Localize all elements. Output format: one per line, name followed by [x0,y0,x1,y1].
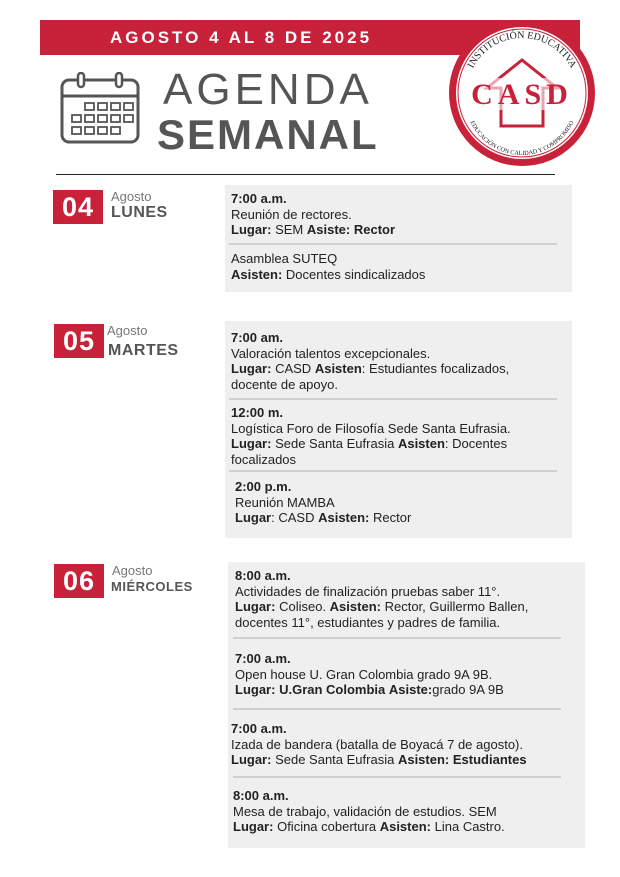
event-separator [233,776,561,778]
day-number-badge: 06 [54,564,104,598]
page-title-line2: SEMANAL [157,111,379,158]
event-item: 8:00 a.m. Mesa de trabajo, validación de estudios. SEM Lugar: Oficina cobertura Asisten: Lina Castro. [233,788,505,834]
event-item: Asamblea SUTEQ Asisten: Docentes sindicalizados [231,251,426,282]
event-separator [229,470,557,472]
calendar-icon [60,72,140,144]
casd-logo [447,18,597,168]
day-name: LUNES [111,204,168,221]
event-separator [233,637,561,639]
day-month: Agosto [111,189,152,204]
svg-text:EDUCACIÓN CON CALIDAD Y COMPRO: EDUCACIÓN CON CALIDAD Y COMPROMISO [468,119,576,158]
event-item: 7:00 am. Valoración talentos excepcionales. Lugar: CASD Asisten: Estudiantes focalizados, docente de apoyo. [231,330,510,392]
event-separator [229,243,557,245]
event-item: 2:00 p.m. Reunión MAMBA Lugar: CASD Asisten: Rector [235,479,412,525]
day-number-badge: 04 [53,190,103,224]
event-item: 7:00 a.m. Open house U. Gran Colombia grado 9A 9B. Lugar: U.Gran Colombia Asiste:grado 9A 9B [235,651,504,697]
event-item: 8:00 a.m. Actividades de finalización pruebas saber 11°. Lugar: Coliseo. Asisten: Rector, Guillermo Ballen, docentes 11°, estudiantes y padres de familia. [235,568,529,630]
day-number-badge: 05 [54,324,104,358]
day-month: Agosto [107,323,148,338]
page-title-line1: AGENDA [163,65,373,114]
svg-text:INSTITUCIÓN EDUCATIVA: INSTITUCIÓN EDUCATIVA [465,29,579,71]
event-item: 12:00 m. Logística Foro de Filosofía Sede Santa Eufrasia. Lugar: Sede Santa Eufrasia Asisten: Docentes focalizados [231,405,511,467]
svg-text:CASD: CASD [471,78,573,111]
event-separator [229,398,557,400]
day-name: MARTES [108,342,179,359]
event-item: 7:00 a.m. Reunión de rectores. Lugar: SEM Asiste: Rector [231,191,396,237]
event-separator [233,708,561,710]
date-range-banner: AGOSTO 4 AL 8 DE 2025 [40,20,580,55]
day-name: MIÉRCOLES [111,579,193,594]
event-item: 7:00 a.m. Izada de bandera (batalla de Boyacá 7 de agosto). Lugar: Sede Santa Eufrasia Asisten: Estudiantes [231,721,527,767]
day-month: Agosto [112,563,153,578]
header-divider [56,174,555,175]
